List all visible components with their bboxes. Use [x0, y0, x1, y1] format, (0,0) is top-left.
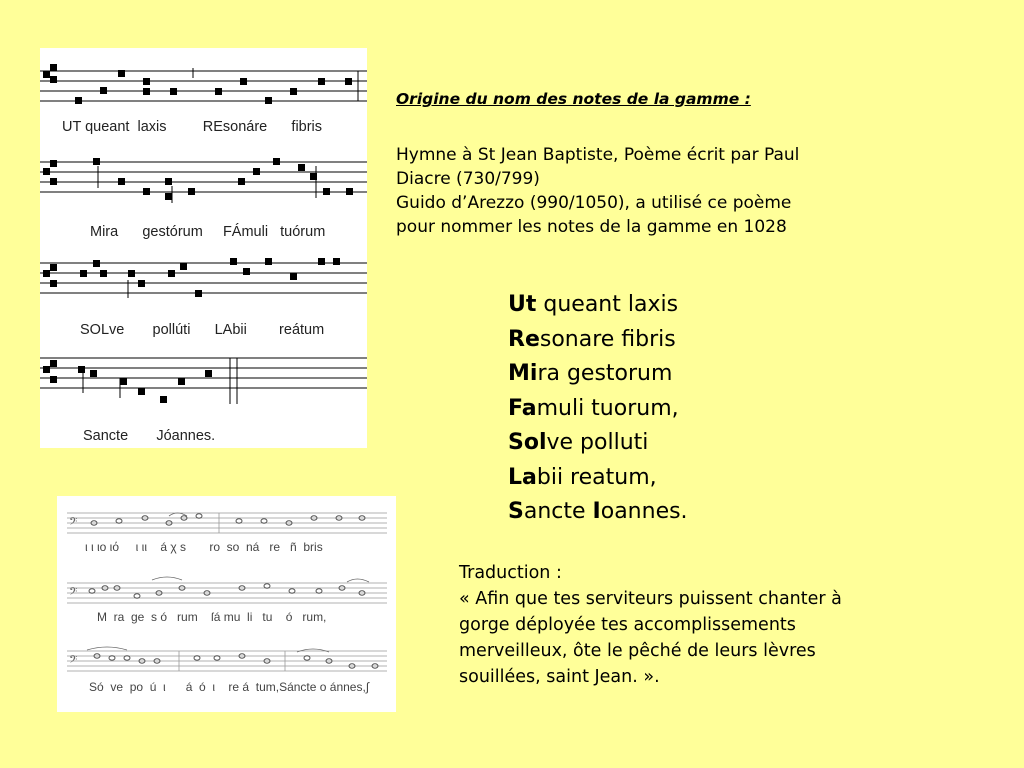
- syllable-highlight: La: [508, 464, 537, 490]
- hymn-line-si: [508, 495, 688, 530]
- hymn-line-sol: [508, 426, 688, 461]
- modern-lyric-2: M ra ge s ó rum ſá mu li tu ó rum,: [97, 610, 327, 624]
- neume-lyric-3: SOLve pollúti LAbii reátum: [80, 322, 325, 338]
- syllable-highlight: Ut: [508, 292, 537, 317]
- bass-clef-icon: 𝄢: [69, 516, 78, 531]
- intro-line: pour nommer les notes de la gamme en 1028: [396, 217, 787, 237]
- hymn-text: sonare fibris: [539, 326, 676, 352]
- intro-line: Diacre (730/799): [396, 169, 540, 189]
- neume-lyric-1: UT queant laxis REsonáre fibris: [62, 119, 323, 135]
- intro-paragraph: [396, 143, 916, 239]
- translation-line: « Afin que tes serviteurs puissent chanter à: [459, 589, 842, 609]
- hymn-verses: [508, 288, 688, 530]
- modern-lyric-1: ι ι ιο ιό ι ιι á χ s ro so ná re ñ bris: [85, 540, 323, 554]
- neume-staves: [40, 48, 367, 448]
- hymn-text: queant laxis: [536, 292, 679, 317]
- hymn-text: bii reatum,: [536, 464, 657, 490]
- hymn-text: ancte: [523, 499, 593, 524]
- hymn-text: ve polluti: [546, 430, 649, 455]
- hymn-text: oannes.: [600, 499, 688, 524]
- hymn-line-la: [508, 461, 688, 496]
- hymn-line-fa: [508, 392, 688, 427]
- modern-lyric-3: Só ve po ú ι á ó ι re á tum,Sáncte o ánnes,∫: [89, 680, 370, 694]
- gregorian-chant-score-image: [40, 48, 367, 448]
- intro-line: Guido d’Arezzo (990/1050), a utilisé ce poème: [396, 193, 792, 213]
- translation-line: merveilleux, ôte le pêché de leurs lèvres: [459, 641, 816, 661]
- syllable-highlight: Re: [508, 326, 540, 352]
- intro-line: Hymne à St Jean Baptiste, Poème écrit par Paul: [396, 145, 800, 165]
- translation-line: souillées, saint Jean. ».: [459, 667, 660, 687]
- translation-heading: Traduction :: [459, 563, 562, 583]
- syllable-highlight: Mi: [508, 361, 538, 386]
- slide-title: Origine du nom des notes de la gamme :: [396, 90, 751, 108]
- syllable-highlight: I: [592, 499, 601, 524]
- modern-notation-score-image: [57, 496, 396, 712]
- hymn-text: ra gestorum: [537, 361, 673, 386]
- hymn-line-mi: [508, 357, 688, 392]
- translation-line: gorge déployée tes accomplissements: [459, 615, 796, 635]
- syllable-highlight: Sol: [508, 430, 547, 455]
- bass-clef-icon: 𝄢: [69, 586, 78, 601]
- syllable-highlight: S: [508, 499, 524, 524]
- hymn-line-re: [508, 323, 688, 358]
- neume-lyric-4: Sancte Jóannes.: [83, 428, 216, 444]
- hymn-line-ut: [508, 288, 688, 323]
- syllable-highlight: Fa: [508, 395, 537, 421]
- translation-block: [459, 560, 979, 690]
- bass-clef-icon: 𝄢: [69, 654, 78, 669]
- hymn-text: muli tuorum,: [536, 395, 679, 421]
- neume-lyric-2: Mira gestórum FÁmuli tuórum: [90, 224, 326, 240]
